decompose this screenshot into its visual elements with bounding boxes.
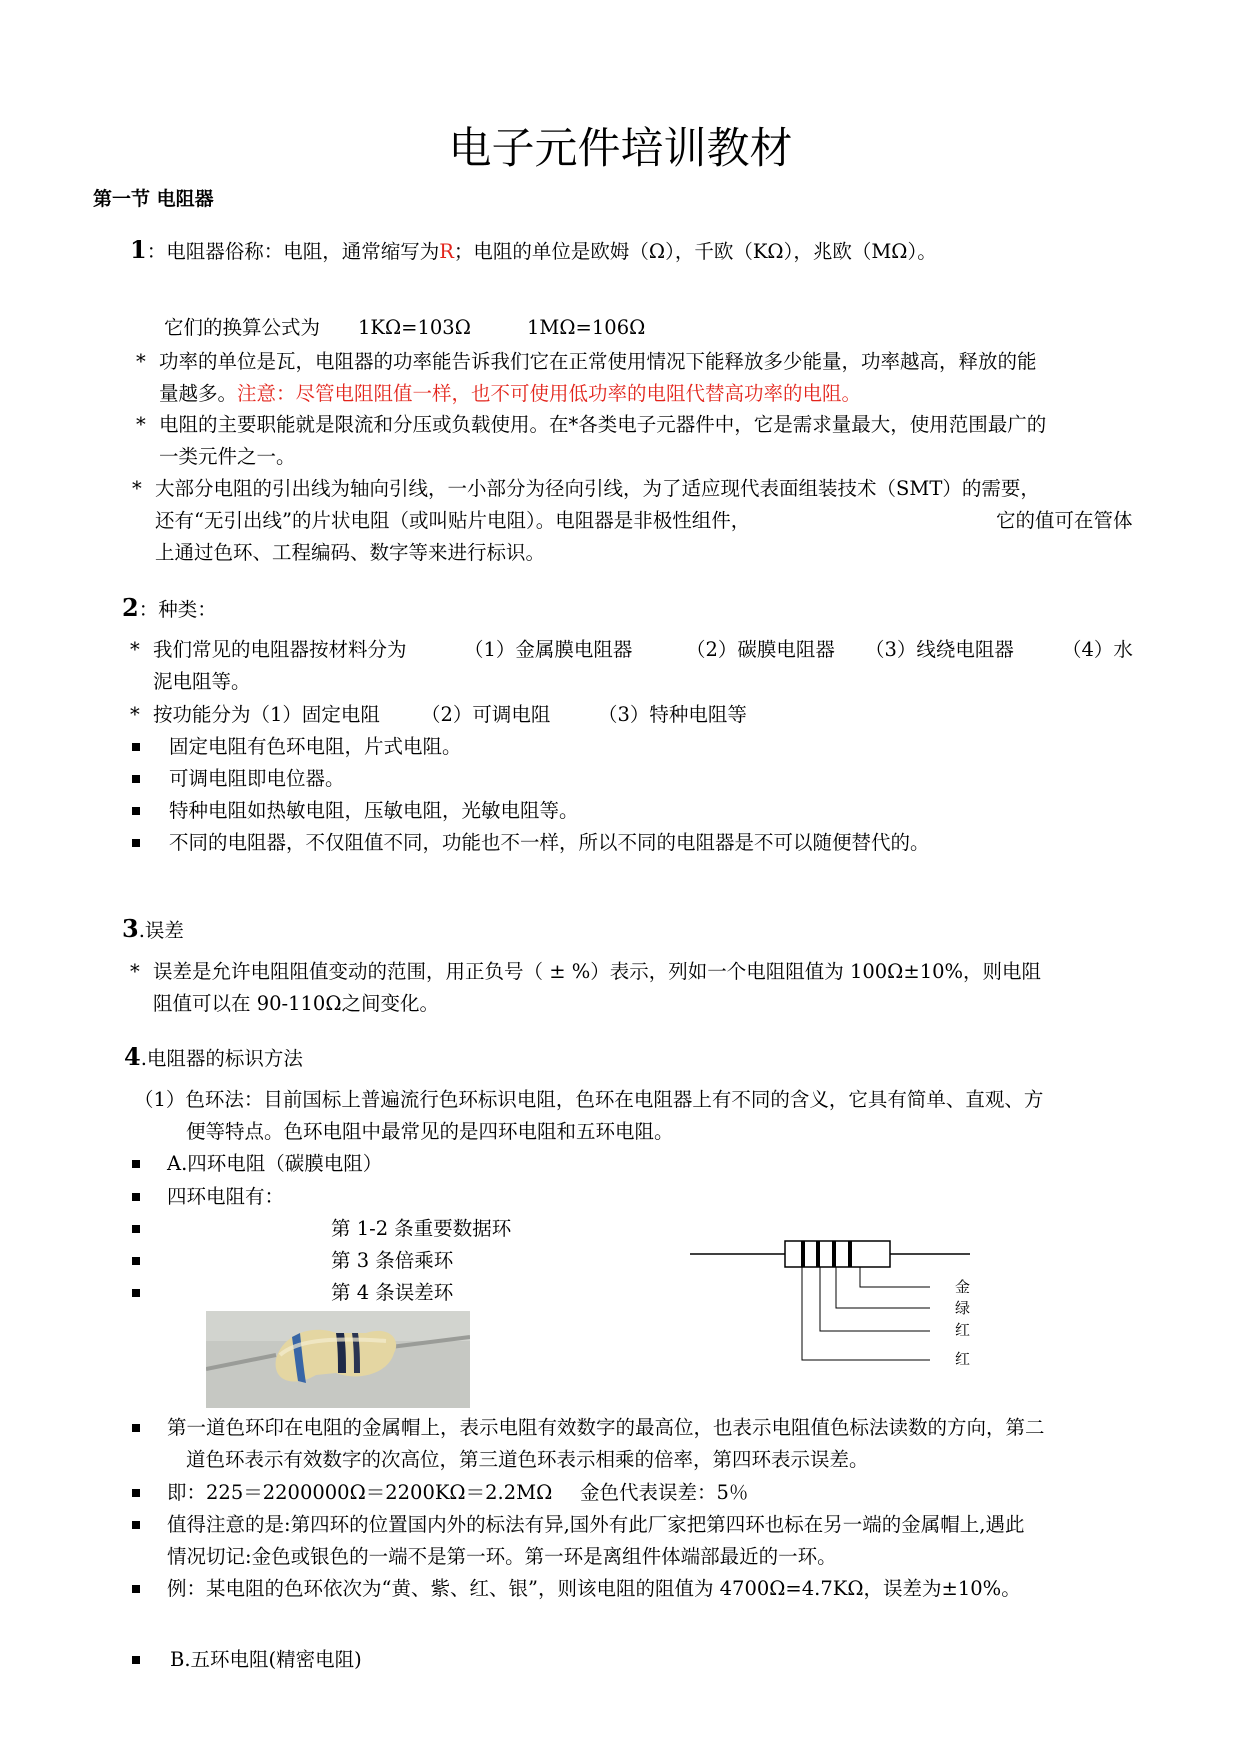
s2-bullet-2: 可调电阻即电位器。 <box>169 767 345 790</box>
s1-function-line-1: 电阻的主要职能就是限流和分压或负载使用。在*各类电子元器件中，它是需求量最大，使用范围最广的 <box>159 413 1047 436</box>
bullet-square <box>132 1585 140 1593</box>
s1-r-red: R <box>439 240 454 263</box>
s1-leads-line-2a: 还有“无引出线”的片状电阻（或叫贴片电阻）。电阻器是非极性组件， <box>155 509 751 532</box>
bullet-square <box>132 1160 140 1168</box>
s4-note-line-1: 值得注意的是:第四环的位置国内外的标法有异,国外有此厂家把第四环也标在另一端的金属帽上,遇此 <box>167 1513 1025 1536</box>
s1-number: 1 <box>130 235 147 264</box>
bullet-square <box>132 1289 140 1297</box>
s2-material-2: （2）碳膜电阻器 <box>686 638 835 661</box>
s4-example-tolerance: 金色代表误差：5％ <box>580 1481 749 1504</box>
s1-leads-line-1: 大部分电阻的引出线为轴向引线，一小部分为径向引线，为了适应现代表面组装技术（SMT）的需要， <box>155 477 1040 500</box>
s2-bullet-4: 不同的电阻器，不仅阻值不同，功能也不一样，所以不同的电阻器是不可以随便替代的。 <box>169 831 930 854</box>
bullet-square <box>132 807 140 815</box>
s2-function-1: 按功能分为（1）固定电阻 <box>153 703 380 726</box>
s4-band-tolerance: 第 4 条误差环 <box>331 1281 454 1304</box>
s3-heading-text: .误差 <box>138 919 184 942</box>
s1-leads-line-3: 上通过色环、工程编码、数字等来进行标识。 <box>155 541 546 564</box>
band-label-red: 红 <box>955 1321 971 1339</box>
star-marker: * <box>136 350 146 373</box>
bullet-square <box>132 1193 140 1201</box>
s4-four-band-title: A.四环电阻（碳膜电阻） <box>167 1152 383 1175</box>
band-label-red-2: 红 <box>955 1350 971 1368</box>
s4-band-digits: 第 1-2 条重要数据环 <box>331 1217 512 1240</box>
section-heading: 第一节 电阻器 <box>93 188 214 210</box>
star-marker: * <box>130 960 140 983</box>
s2-material-3: （3）线绕电阻器 <box>865 638 1014 661</box>
s4-explain-line-2: 道色环表示有效数字的次高位，第三道色环表示相乘的倍率，第四环表示误差。 <box>186 1448 869 1471</box>
s4-band-multiplier: 第 3 条倍乘环 <box>331 1249 454 1272</box>
s4-heading-text: .电阻器的标识方法 <box>140 1047 303 1070</box>
s1-leads-line-2b: 它的值可在管体 <box>996 509 1133 532</box>
s1-power-warning: 注意：尽管电阻阻值一样，也不可使用低功率的电阻代替高功率的电阻。 <box>237 382 862 405</box>
resistor-photo <box>206 1311 470 1408</box>
resistor-diagram <box>690 1235 970 1390</box>
band-label-green: 绿 <box>955 1299 971 1317</box>
s2-material-intro: 我们常见的电阻器按材料分为 <box>153 638 407 661</box>
bullet-square <box>132 1257 140 1265</box>
s4-explain-line-1: 第一道色环印在电阻的金属帽上，表示电阻有效数字的最高位，也表示电阻值色标法读数的方向，第二 <box>167 1416 1045 1439</box>
s4-heading <box>124 1042 303 1071</box>
bullet-square <box>132 1424 140 1432</box>
bullet-square <box>132 1656 140 1664</box>
s1-colon: ： <box>146 240 167 263</box>
s4-example-value: 即：225＝2200000Ω＝2200KΩ＝2.2MΩ <box>167 1481 553 1504</box>
s4-five-band-title: B.五环电阻(精密电阻) <box>170 1648 362 1671</box>
s4-note-line-2: 情况切记:金色或银色的一端不是第一环。第一环是离组件体端部最近的一环。 <box>167 1545 837 1568</box>
s2-heading <box>122 593 217 622</box>
s4-example-bands: 例：某电阻的色环依次为“黄、紫、红、银”，则该电阻的阻值为 4700Ω=4.7KΩ，误差为±10%。 <box>167 1577 1021 1600</box>
s2-bullet-1: 固定电阻有色环电阻，片式电阻。 <box>169 735 462 758</box>
s2-number: 2 <box>122 593 139 622</box>
s3-line-1: 误差是允许电阻阻值变动的范围，用正负号（ ± %）表示，列如一个电阻阻值为 100Ω±10%，则电阻 <box>153 960 1042 983</box>
band-label-gold: 金 <box>955 1278 971 1296</box>
s1-power-line-1: 功率的单位是瓦，电阻器的功率能告诉我们它在正常使用情况下能释放多少能量，功率越高，释放的能 <box>159 350 1037 373</box>
s4-colorband-line-1: （1）色环法：目前国标上普遍流行色环标识电阻，色环在电阻器上有不同的含义，它具有简单、直观、方 <box>134 1088 1044 1111</box>
star-marker: * <box>130 703 140 726</box>
bullet-square <box>132 775 140 783</box>
s2-material-1: （1）金属膜电阻器 <box>464 638 633 661</box>
star-marker: * <box>130 638 140 661</box>
conversion-k: 1KΩ=103Ω <box>358 316 471 339</box>
s1-power-line-2 <box>159 384 861 404</box>
s2-function-3: （3）特种电阻等 <box>598 703 747 726</box>
s3-line-2: 阻值可以在 90-110Ω之间变化。 <box>153 992 439 1015</box>
s2-material-line-2: 泥电阻等。 <box>153 670 251 693</box>
bullet-square <box>132 1225 140 1233</box>
s1-power-text: 量越多。 <box>159 382 238 405</box>
s4-number: 4 <box>124 1042 141 1071</box>
s1-function-line-2: 一类元件之一。 <box>159 445 296 468</box>
s1-text-a: 电阻器俗称：电阻，通常缩写为 <box>166 240 440 263</box>
s1-text-b: ；电阻的单位是欧姆（Ω），千欧（KΩ），兆欧（MΩ）。 <box>453 240 937 263</box>
conversion-intro: 它们的换算公式为 <box>164 316 321 339</box>
s2-heading-text: ：种类： <box>138 598 217 621</box>
bullet-square <box>132 743 140 751</box>
s4-colorband-line-2: 便等特点。色环电阻中最常见的是四环电阻和五环电阻。 <box>186 1120 674 1143</box>
s2-bullet-3: 特种电阻如热敏电阻，压敏电阻，光敏电阻等。 <box>169 799 579 822</box>
s4-four-band-intro: 四环电阻有： <box>167 1185 285 1208</box>
bullet-square <box>132 1521 140 1529</box>
bullet-square <box>132 839 140 847</box>
s2-material-4: （4）水 <box>1062 638 1133 661</box>
s3-number: 3 <box>122 914 139 943</box>
star-marker: * <box>136 413 146 436</box>
bullet-square <box>132 1489 140 1497</box>
s3-heading <box>122 914 184 943</box>
s1-line-1 <box>130 235 937 264</box>
star-marker: * <box>132 477 142 500</box>
page-title: 电子元件培训教材 <box>448 124 793 174</box>
conversion-m: 1MΩ=106Ω <box>527 316 646 339</box>
s2-function-2: （2）可调电阻 <box>421 703 551 726</box>
